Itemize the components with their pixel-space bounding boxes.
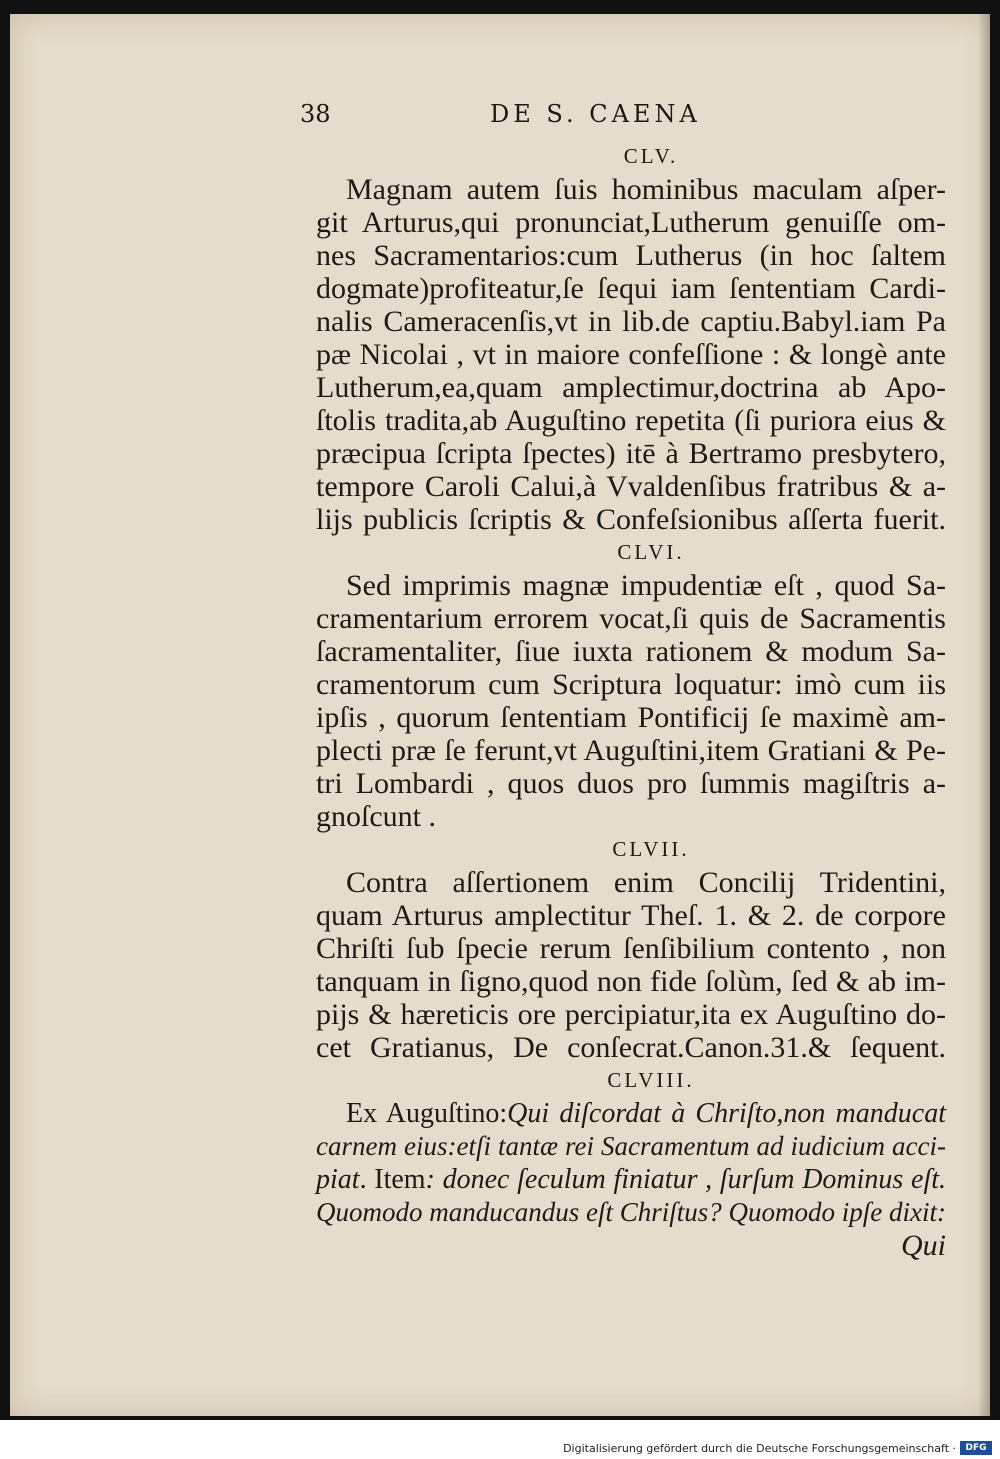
text-line: dogmate)profiteatur,ſe ſequi iam ſententiam Cardi- — [316, 272, 946, 305]
text-line: pæ Nicolai , vt in maiore confeſſione : & longè ante — [316, 338, 946, 371]
text-line: tempore Caroli Calui,à Vvaldenſibus fratribus & a- — [316, 470, 946, 503]
text-line: ſacramentaliter, ſiue iuxta rationem & modum Sa- — [316, 635, 946, 668]
roman-text: . Item — [359, 1164, 426, 1195]
text-line: tri Lombardi , quos duos pro ſummis magiſtris a- — [316, 767, 946, 800]
text-line: git Arturus,qui pronunciat,Lutherum genuiſſe om- — [316, 206, 946, 239]
section-number: CLVIII. — [607, 1068, 695, 1092]
text-line: cramentorum cum Scriptura loquatur: imò cum iis — [316, 668, 946, 701]
page-number: 38 — [300, 100, 331, 128]
page-header — [300, 100, 720, 134]
running-title: DE S. CAENA — [490, 100, 701, 128]
section-number: CLVI. — [617, 540, 685, 564]
text-line: Magnam autem ſuis hominibus maculam aſper- — [346, 173, 946, 206]
italic-quote: : donec ſeculum finiatur , ſurſum Dominus eſt. — [425, 1164, 946, 1195]
text-line: cramentarium errorem vocat,ſi quis de Sacramentis — [316, 602, 946, 635]
text-line — [316, 1097, 946, 1130]
text-line: nes Sacramentarios:cum Lutherus (in hoc ſaltem — [316, 239, 946, 272]
italic-quote: Qui diſcordat à Chriſto,non manducat — [507, 1098, 946, 1129]
text-line: carnem eius:etſi tantæ rei Sacramentum ad iudicium acci- — [316, 1131, 946, 1161]
footer-credit: Digitalisierung gefördert durch die Deutsche Forschungsgemeinschaft · — [563, 1442, 956, 1455]
text-line: præcipua ſcripta ſpectes) itē à Bertramo presbytero, — [316, 437, 946, 470]
text-line: ſtolis tradita,ab Auguſtino repetita (ſi puriora eius & — [316, 404, 946, 437]
text-line: ipſis , quorum ſententiam Pontificij ſe maximè am- — [316, 701, 946, 734]
text-line: Quomodo manducandus eſt Chriſtus? Quomodo ipſe dixit: — [316, 1197, 946, 1227]
dfg-logo: DFG — [960, 1441, 992, 1455]
text-line — [316, 1163, 946, 1196]
text-line: tanquam in ſigno,quod non fide ſolùm, ſed & ab im- — [316, 965, 946, 998]
italic-quote: piat — [316, 1164, 360, 1195]
section-number: CLVII. — [612, 837, 690, 861]
text-line: quam Arturus amplectitur Theſ. 1. & 2. de corpore — [316, 899, 946, 932]
text-line: Chriſti ſub ſpecie rerum ſenſibilium contento , non — [316, 932, 946, 965]
section-number: CLV. — [623, 144, 679, 168]
text-line: Sed imprimis magnæ impudentiæ eſt , quod Sa- — [346, 569, 946, 602]
roman-text: Ex Auguſtino: — [346, 1098, 508, 1129]
text-line: cet Gratianus, De conſecrat.Canon.31.& ſequent. — [316, 1031, 946, 1064]
text-line: plecti præ ſe ferunt,vt Auguſtini,item Gratiani & Pe- — [316, 734, 946, 767]
page-text — [316, 140, 946, 1262]
text-line: Contra aſſertionem enim Concilij Tridentini, — [346, 866, 946, 899]
text-line: gnoſcunt . — [316, 800, 436, 833]
text-line: Lutherum,ea,quam amplectimur,doctrina ab Apo- — [316, 371, 946, 404]
footer-bar — [0, 1420, 1000, 1459]
text-line: pijs & hæreticis ore percipiatur,ita ex Auguſtino do- — [316, 998, 946, 1031]
text-line: nalis Cameracenſis,vt in lib.de captiu.Babyl.iam Pa — [316, 305, 946, 338]
catchword: Qui — [901, 1229, 946, 1262]
text-line: lijs publicis ſcriptis & Confeſsionibus aſſerta fuerit. — [316, 503, 946, 536]
